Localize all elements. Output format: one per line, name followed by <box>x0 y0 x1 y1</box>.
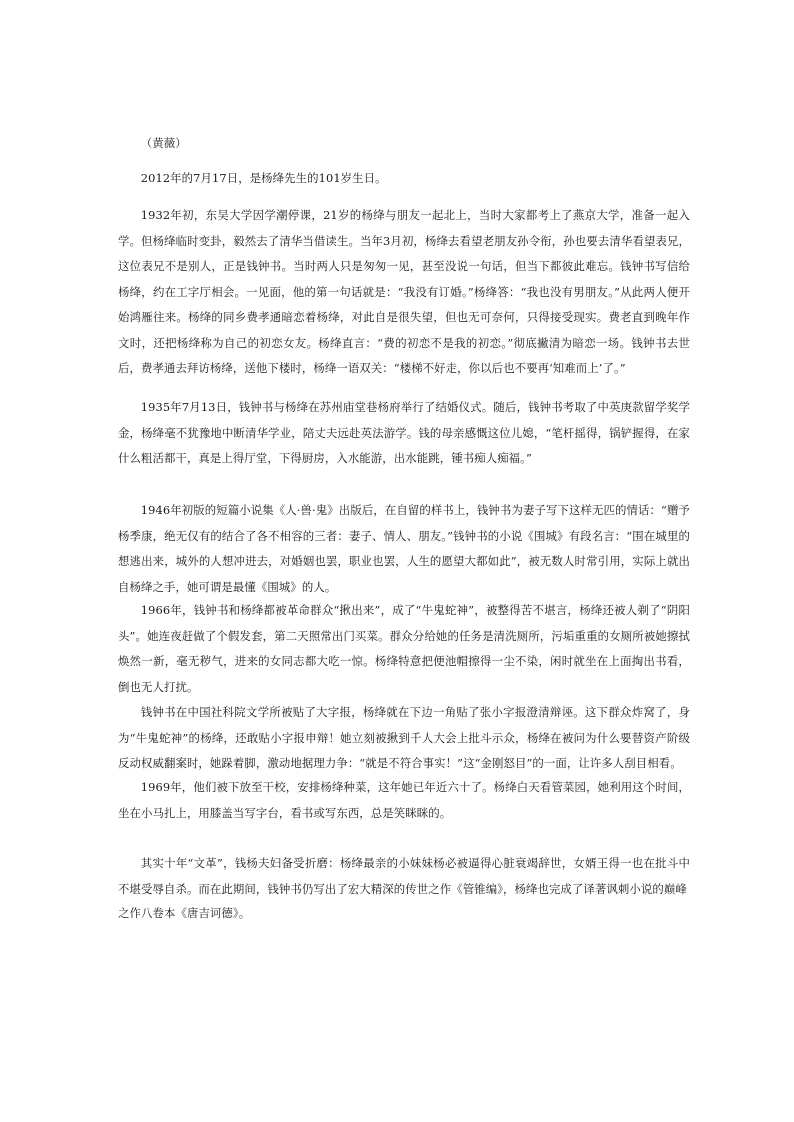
paragraph-big-character-poster: 钱钟书在中国社科院文学所被贴了大字报，杨绛就在下边一角贴了张小字报澄清辩诬。这下群众炸窝了，身为“牛鬼蛇神”的杨绛，还敢贴小字报申辩！她立刻被揪到千人大会上批斗示众，杨绛在被问为什么要替资产阶级反动权威翻案时，她跺着脚，激动地据理力争：“就是不符合事实！”这“金刚怒目”的一面，让许多人刮目相看。 <box>118 705 690 770</box>
paragraph-tail: 之作八卷本《唐吉诃德》。 <box>118 906 251 920</box>
author-line: （黄薇） <box>140 136 187 150</box>
paragraph-1935: 1935年7月13日，钱钟书与杨绛在苏州庙堂巷杨府举行了结婚仪式。随后，钱钟书考取了中英庚款留学奖学金，杨绛毫不犹豫地中断清华学业，陪丈夫远赴英法游学。钱的母亲感慨这位儿媳，“笔杆摇得，锅铲握得，在家什么粗活都干，真是上得厅堂，下得厨房，入水能游，出水能跳，锺书痴人痴福。” <box>118 400 690 465</box>
paragraph-cultural-revolution: 其实十年“文革”，钱杨夫妇备受折磨：杨绛最亲的小妹妹杨必被逼得心脏衰竭辞世，女婿王得一也在批斗中不堪受辱自杀。而在此期间，钱钟书仍写出了宏大精深的传世之作《管锥编》，杨绛也完成了译著讽刺小说的巅峰 <box>118 856 690 896</box>
paragraph-birthday: 2012年的7月17日，是杨绛先生的101岁生日。 <box>140 171 387 185</box>
paragraph-1932: 1932年初，东吴大学因学潮停课，21岁的杨绛与朋友一起北上，当时大家都考上了燕京大学，准备一起入学。但杨绛临时变卦，毅然去了清华当借读生。当年3月初，杨绛去看望老朋友孙令衔，孙也要去清华看望表兄，这位表兄不是别人，正是钱钟书。当时两人只是匆匆一见，甚至没说一句话，但当下都彼此难忘。钱钟书写信给杨绛，约在工字厅相会。一见面，他的第一句话就是：“我没有订婚。”杨绛答：“我也没有男朋友。”从此两人便开始鸿雁往来。杨绛的同乡费孝通暗恋着杨绛，对此自是很失望，但也无可奈何，只得接受现实。费老直到晚年作文时，还把杨绛称为自己的初恋女友。杨绛直言：“费的初恋不是我的初恋。”彻底撇清为暗恋一场。钱钟书去世后，费孝通去拜访杨绛，送他下楼时，杨绛一语双关：“楼梯不好走，你以后也不要再‘知难而上’了。” <box>118 208 690 375</box>
paragraph-1969: 1969年，他们被下放至干校，安排杨绛种菜，这年她已年近六十了。杨绛白天看管菜园，她利用这个时间，坐在小马扎上，用膝盖当写字台，看书或写东西，总是笑眯眯的。 <box>118 780 690 820</box>
paragraph-1966: 1966年，钱钟书和杨绛都被革命群众“揪出来”，成了“牛鬼蛇神”，被整得苦不堪言，杨绛还被人剃了“阴阳头”。她连夜赶做了个假发套，第二天照常出门买菜。群众分给她的任务是清洗厕所，污垢重重的女厕所被她擦拭焕然一新，毫无秽气，进来的女同志都大吃一惊。杨绛特意把便池帽擦得一尘不染，闲时就坐在上面掏出书看，倒也无人打扰。 <box>118 603 690 694</box>
paragraph-1946: 1946年初版的短篇小说集《人·兽·鬼》出版后，在自留的样书上，钱钟书为妻子写下这样无匹的情话：“赠予杨季康，绝无仅有的结合了各不相容的三者：妻子、情人、朋友。”钱钟书的小说《围城》有段名言：“围在城里的想逃出来，城外的人想冲进去，对婚姻也罢，职业也罢，人生的愿望大都如此”，被无数人时常引用，实际上就出自杨绛之手，她可谓是最懂《围城》的人。 <box>118 503 690 594</box>
